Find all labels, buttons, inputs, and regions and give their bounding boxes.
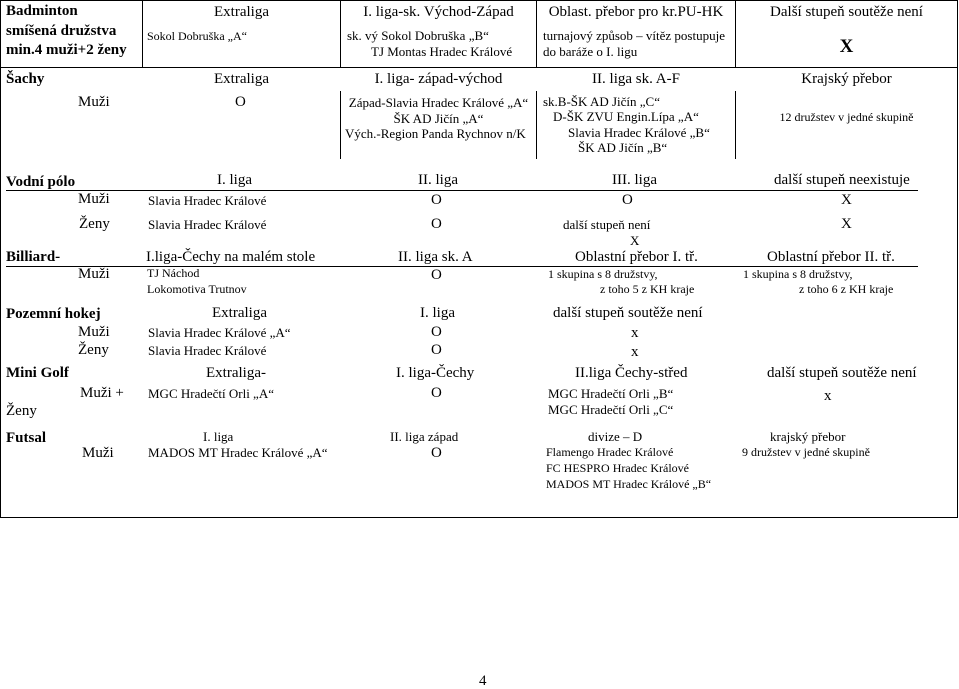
futsal-cell-3c: MADOS MT Hradec Králové „B“ (546, 477, 712, 491)
billiard-title: Billiard- (6, 249, 61, 265)
mini-golf-row-label-zeny: Ženy (6, 403, 37, 419)
top-border (0, 0, 958, 1)
pozemni-hokej-row-label-muzi: Muži (78, 324, 110, 340)
divider-after-badminton (0, 67, 958, 68)
vodni-polo-header-4: další stupeň neexistuje (774, 172, 910, 188)
futsal-cell-1: MADOS MT Hradec Králové „A“ (148, 445, 328, 460)
vodni-polo-zeny-cell-3a: další stupeň není (563, 217, 651, 232)
badminton-cell-3b: do baráže o I. ligu (543, 44, 638, 59)
pozemni-hokej-muzi-cell-2: O (431, 324, 442, 340)
mini-golf-cell-3b: MGC Hradečtí Orli „C“ (548, 402, 674, 417)
billiard-header-1: I.liga-Čechy na malém stole (146, 249, 316, 265)
billiard-cell-4b: z toho 6 z KH kraje (799, 282, 894, 296)
billiard-header-2: II. liga sk. A (398, 249, 473, 265)
futsal-header-2: II. liga západ (390, 429, 459, 444)
billiard-cell-3b: z toho 5 z KH kraje (600, 282, 695, 296)
badminton-header-1: Extraliga (214, 4, 269, 20)
sachy-header-3: II. liga sk. A-F (592, 71, 680, 87)
vodni-polo-zeny-cell-1: Slavia Hradec Králové (148, 217, 267, 232)
futsal-header-3: divize – D (588, 429, 643, 444)
mini-golf-row-label-muzi: Muži + (80, 385, 124, 401)
badminton-cell-2a: sk. vý Sokol Dobruška „B“ (347, 28, 489, 43)
badminton-cell-4: X (839, 36, 854, 57)
futsal-title: Futsal (6, 430, 47, 446)
futsal-header-1: I. liga (203, 429, 234, 444)
sachy-col-line (536, 91, 537, 159)
vodni-polo-zeny-cell-4: X (841, 216, 852, 232)
pozemni-hokej-title: Pozemní hokej (6, 306, 101, 322)
vodni-polo-muzi-cell-2: O (431, 192, 442, 208)
futsal-cell-3b: FC HESPRO Hradec Králové (546, 461, 689, 475)
mini-golf-header-2: I. liga-Čechy (396, 365, 475, 381)
left-border (0, 0, 1, 518)
badminton-cell-2b: TJ Montas Hradec Králové (371, 44, 513, 59)
futsal-cell-4: 9 družstev v jedné skupině (742, 445, 870, 459)
pozemni-hokej-zeny-cell-3: x (631, 344, 639, 360)
sachy-col-line (735, 91, 736, 159)
sachy-cell-1: O (235, 94, 246, 110)
pozemni-hokej-header-3: další stupeň soutěže není (553, 305, 703, 321)
futsal-cell-3a: Flamengo Hradec Králové (546, 445, 674, 459)
mini-golf-header-1: Extraliga- (206, 365, 266, 381)
vodni-polo-header-3: III. liga (612, 172, 657, 188)
billiard-header-3: Oblastní přebor I. tř. (575, 249, 698, 265)
vodni-polo-title: Vodní pólo (6, 174, 76, 190)
billiard-cell-1b: Lokomotiva Trutnov (147, 282, 247, 296)
sachy-cell-2c: Vých.-Region Panda Rychnov n/K (345, 126, 526, 141)
sachy-title: Šachy (6, 71, 45, 87)
sachy-row-label-muzi: Muži (78, 94, 110, 110)
vodni-polo-row-label-zeny: Ženy (79, 216, 110, 232)
badminton-header-2: I. liga-sk. Východ-Západ (363, 4, 514, 20)
right-border (957, 0, 958, 518)
bottom-border (0, 517, 958, 518)
pozemni-hokej-row-label-zeny: Ženy (78, 342, 109, 358)
sachy-cell-2b: ŠK AD Jičín „A“ (393, 111, 484, 126)
vodni-polo-row-label-muzi: Muži (78, 191, 110, 207)
mini-golf-cell-3a: MGC Hradečtí Orli „B“ (548, 386, 674, 401)
sachy-header-2: I. liga- západ-východ (374, 71, 503, 87)
mini-golf-cell-4: x (824, 388, 832, 404)
sachy-header-4: Krajský přebor (801, 71, 892, 87)
pozemni-hokej-zeny-cell-1: Slavia Hradec Králové (148, 343, 267, 358)
sachy-cell-4: 12 družstev v jedné skupině (779, 110, 914, 124)
billiard-cell-1a: TJ Náchod (147, 266, 200, 280)
sachy-cell-3c: Slavia Hradec Králové „B“ (568, 125, 710, 140)
badminton-header-4: Další stupeň soutěže není (770, 4, 923, 20)
billiard-cell-4a: 1 skupina s 8 družstvy, (743, 267, 853, 281)
mini-golf-title: Mini Golf (6, 365, 69, 381)
badminton-cell-3a: turnajový způsob – vítěz postupuje (543, 28, 725, 43)
page-number: 4 (479, 673, 487, 689)
badminton-cell-1: Sokol Dobruška „A“ (147, 29, 247, 43)
vodni-polo-underline (6, 190, 918, 191)
mini-golf-header-4: další stupeň soutěže není (767, 365, 917, 381)
mini-golf-cell-2: O (431, 385, 442, 401)
sachy-cell-3b: D-ŠK ZVU Engin.Lípa „A“ (553, 109, 699, 124)
pozemni-hokej-muzi-cell-3: x (631, 325, 639, 341)
vodni-polo-muzi-cell-1: Slavia Hradec Králové (148, 193, 267, 208)
badminton-subtitle-2: min.4 muži+2 ženy (6, 42, 127, 58)
futsal-row-label-muzi: Muži (82, 445, 114, 461)
vodni-polo-header-2: II. liga (418, 172, 458, 188)
pozemni-hokej-header-2: I. liga (420, 305, 455, 321)
vodni-polo-muzi-cell-3: O (622, 192, 633, 208)
mini-golf-cell-1: MGC Hradečtí Orli „A“ (148, 386, 274, 401)
vodni-polo-muzi-cell-4: X (841, 192, 852, 208)
futsal-header-4: krajský přebor (770, 429, 846, 444)
mini-golf-header-3: II.liga Čechy-střed (575, 365, 688, 381)
billiard-cell-2: O (431, 267, 442, 283)
badminton-header-3: Oblast. přebor pro kr.PU-HK (548, 4, 724, 20)
pozemni-hokej-zeny-cell-2: O (431, 342, 442, 358)
sachy-cell-2a: Západ-Slavia Hradec Králové „A“ (348, 95, 529, 110)
vodni-polo-zeny-cell-3b: X (630, 233, 640, 248)
sachy-header-1: Extraliga (214, 71, 269, 87)
badminton-title: Badminton (6, 3, 78, 19)
vodni-polo-zeny-cell-2: O (431, 216, 442, 232)
billiard-cell-3a: 1 skupina s 8 družstvy, (548, 267, 658, 281)
sachy-cell-3d: ŠK AD Jičín „B“ (578, 140, 668, 155)
badminton-subtitle: smíšená družstva (6, 23, 117, 39)
pozemni-hokej-muzi-cell-1: Slavia Hradec Králové „A“ (148, 325, 291, 340)
futsal-cell-2: O (431, 445, 442, 461)
pozemni-hokej-header-1: Extraliga (212, 305, 267, 321)
billiard-row-label-muzi: Muži (78, 266, 110, 282)
billiard-header-4: Oblastní přebor II. tř. (767, 249, 895, 265)
vodni-polo-header-1: I. liga (217, 172, 252, 188)
sachy-cell-3a: sk.B-ŠK AD Jičín „C“ (543, 94, 660, 109)
